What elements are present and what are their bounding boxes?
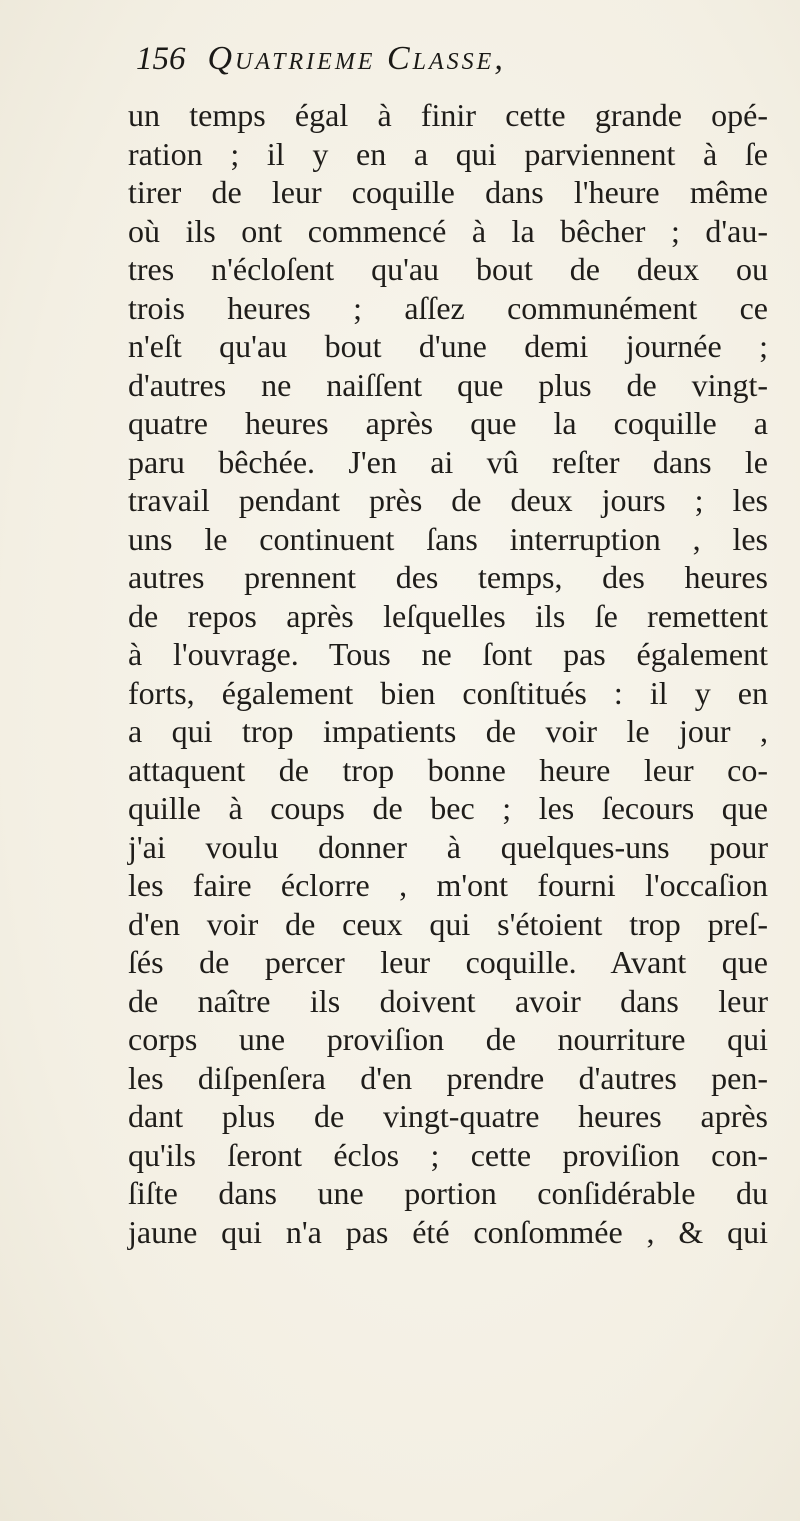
text-line: de repos après leſquelles ils ſe remettent (128, 597, 768, 634)
text-line: les diſpenſera d'en prendre d'autres pen- (128, 1059, 768, 1096)
text-line: a qui trop impatients de voir le jour , (128, 713, 768, 749)
text-line: quille à coups de bec ; les ſecours que (128, 790, 768, 826)
text-line: ration ; il y en a qui parviennent à ſe (128, 135, 768, 172)
text-line: qu'ils ſeront éclos ; cette proviſion con- (128, 1136, 768, 1173)
body-text (128, 96, 768, 1251)
text-line: dant plus de vingt-quatre heures après (128, 1098, 768, 1134)
text-line: d'autres ne naiſſent que plus de vingt- (128, 366, 768, 403)
text-line: paru bêchée. J'en ai vû reſter dans le (128, 443, 768, 480)
text-line: corps une proviſion de nourriture qui (128, 1021, 768, 1057)
text-line: n'eſt qu'au bout d'une demi journée ; (128, 328, 768, 364)
text-line: un temps égal à finir cette grande opé- (128, 97, 768, 133)
text-line: uns le continuent ſans interruption , les (128, 520, 768, 557)
text-line: où ils ont commencé à la bêcher ; d'au- (128, 212, 768, 249)
text-line: à l'ouvrage. Tous ne ſont pas également (128, 636, 768, 672)
text-line: attaquent de trop bonne heure leur co- (128, 751, 768, 788)
text-line: trois heures ; aſſez communément ce (128, 289, 768, 326)
text-line: forts, également bien conſtitués : il y en (128, 674, 768, 711)
text-line: tres n'écloſent qu'au bout de deux ou (128, 251, 768, 287)
text-line: ſiſte dans une portion conſidérable du (128, 1175, 768, 1211)
text-line: tirer de leur coquille dans l'heure même (128, 174, 768, 210)
text-line: autres prennent des temps, des heures (128, 559, 768, 595)
text-line: ſés de percer leur coquille. Avant que (128, 944, 768, 980)
running-head: Quatrieme Classe, (207, 40, 506, 77)
text-line: quatre heures après que la coquille a (128, 405, 768, 441)
text-line: j'ai voulu donner à quelques-uns pour (128, 828, 768, 865)
text-line: d'en voir de ceux qui s'étoient trop preſ- (128, 905, 768, 942)
page-number: 156 (136, 41, 186, 77)
text-line: jaune qui n'a pas été conſommée , & qui (128, 1213, 768, 1250)
page-header (136, 40, 696, 92)
text-line: travail pendant près de deux jours ; les (128, 482, 768, 518)
text-line: les faire éclorre , m'ont fourni l'occaſion (128, 867, 768, 903)
text-line: de naître ils doivent avoir dans leur (128, 982, 768, 1019)
